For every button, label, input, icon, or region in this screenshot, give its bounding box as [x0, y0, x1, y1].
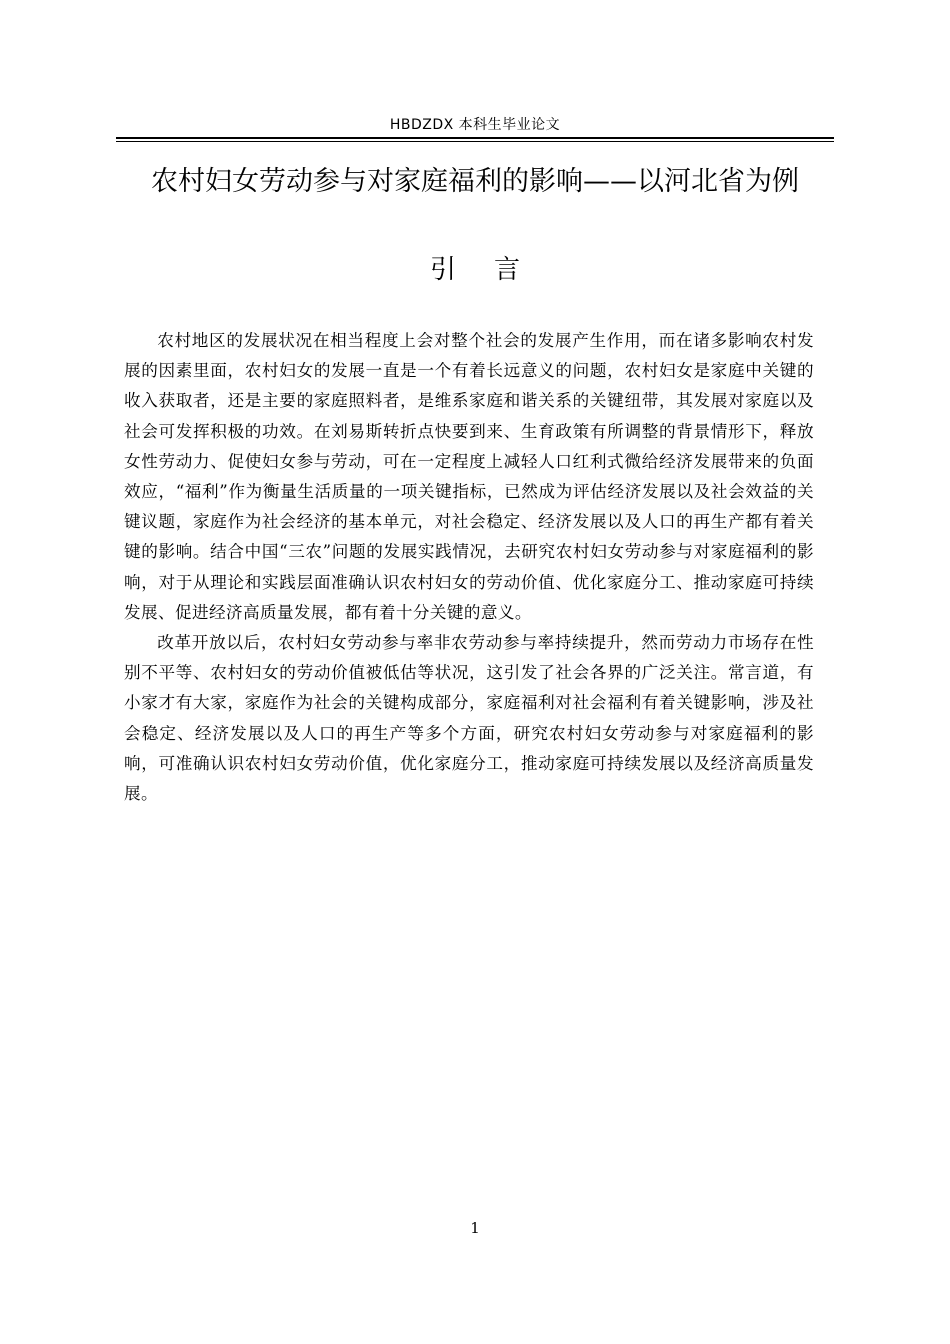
paragraph: 农村地区的发展状况在相当程度上会对整个社会的发展产生作用，而在诸多影响农村发展的因素里面，农村妇女的发展一直是一个有着长远意义的问题，农村妇女是家庭中关键的收入获取者，还是主要的家庭照料者，是维系家庭和谐关系的关键纽带，其发展对家庭以及社会可发挥积极的功效。在刘易斯转折点快要到来、生育政策有所调整的背景情形下，释放女性劳动力、促使妇女参与劳动，可在一定程度上减轻人口红利式微给经济发展带来的负面效应，“福利”作为衡量生活质量的一项关键指标，已然成为评估经济发展以及社会效益的关键议题，家庭作为社会经济的基本单元，对社会稳定、经济发展以及人口的再生产都有着关键的影响。结合中国“三农”问题的发展实践情况，去研究农村妇女劳动参与对家庭福利的影响，对于从理论和实践层面准确认识农村妇女的劳动价值、优化家庭分工、推动家庭可持续发展、促进经济高质量发展，都有着十分关键的意义。 — [124, 331, 814, 622]
paper-title: 农村妇女劳动参与对家庭福利的影响——以河北省为例 — [151, 166, 799, 197]
section-heading: 引言 — [429, 255, 558, 285]
paragraph: 改革开放以后，农村妇女劳动参与率非农劳动参与率持续提升，然而劳动力市场存在性别不平等、农村妇女的劳动价值被低估等状况，这引发了社会各界的广泛关注。常言道，有小家才有大家，家庭作为社会的关键构成部分，家庭福利对社会福利有着关键影响，涉及社会稳定、经济发展以及人口的再生产等多个方面，研究农村妇女劳动参与对家庭福利的影响，可准确认识农村妇女劳动价值，优化家庭分工，推动家庭可持续发展以及经济高质量发展。 — [124, 633, 814, 804]
header-rule-thick — [116, 137, 834, 139]
running-header: HBDZDX 本科生毕业论文 — [389, 117, 561, 133]
body-text — [124, 326, 814, 809]
page-number: 1 — [470, 1219, 480, 1237]
header-rule-thin — [116, 141, 834, 142]
